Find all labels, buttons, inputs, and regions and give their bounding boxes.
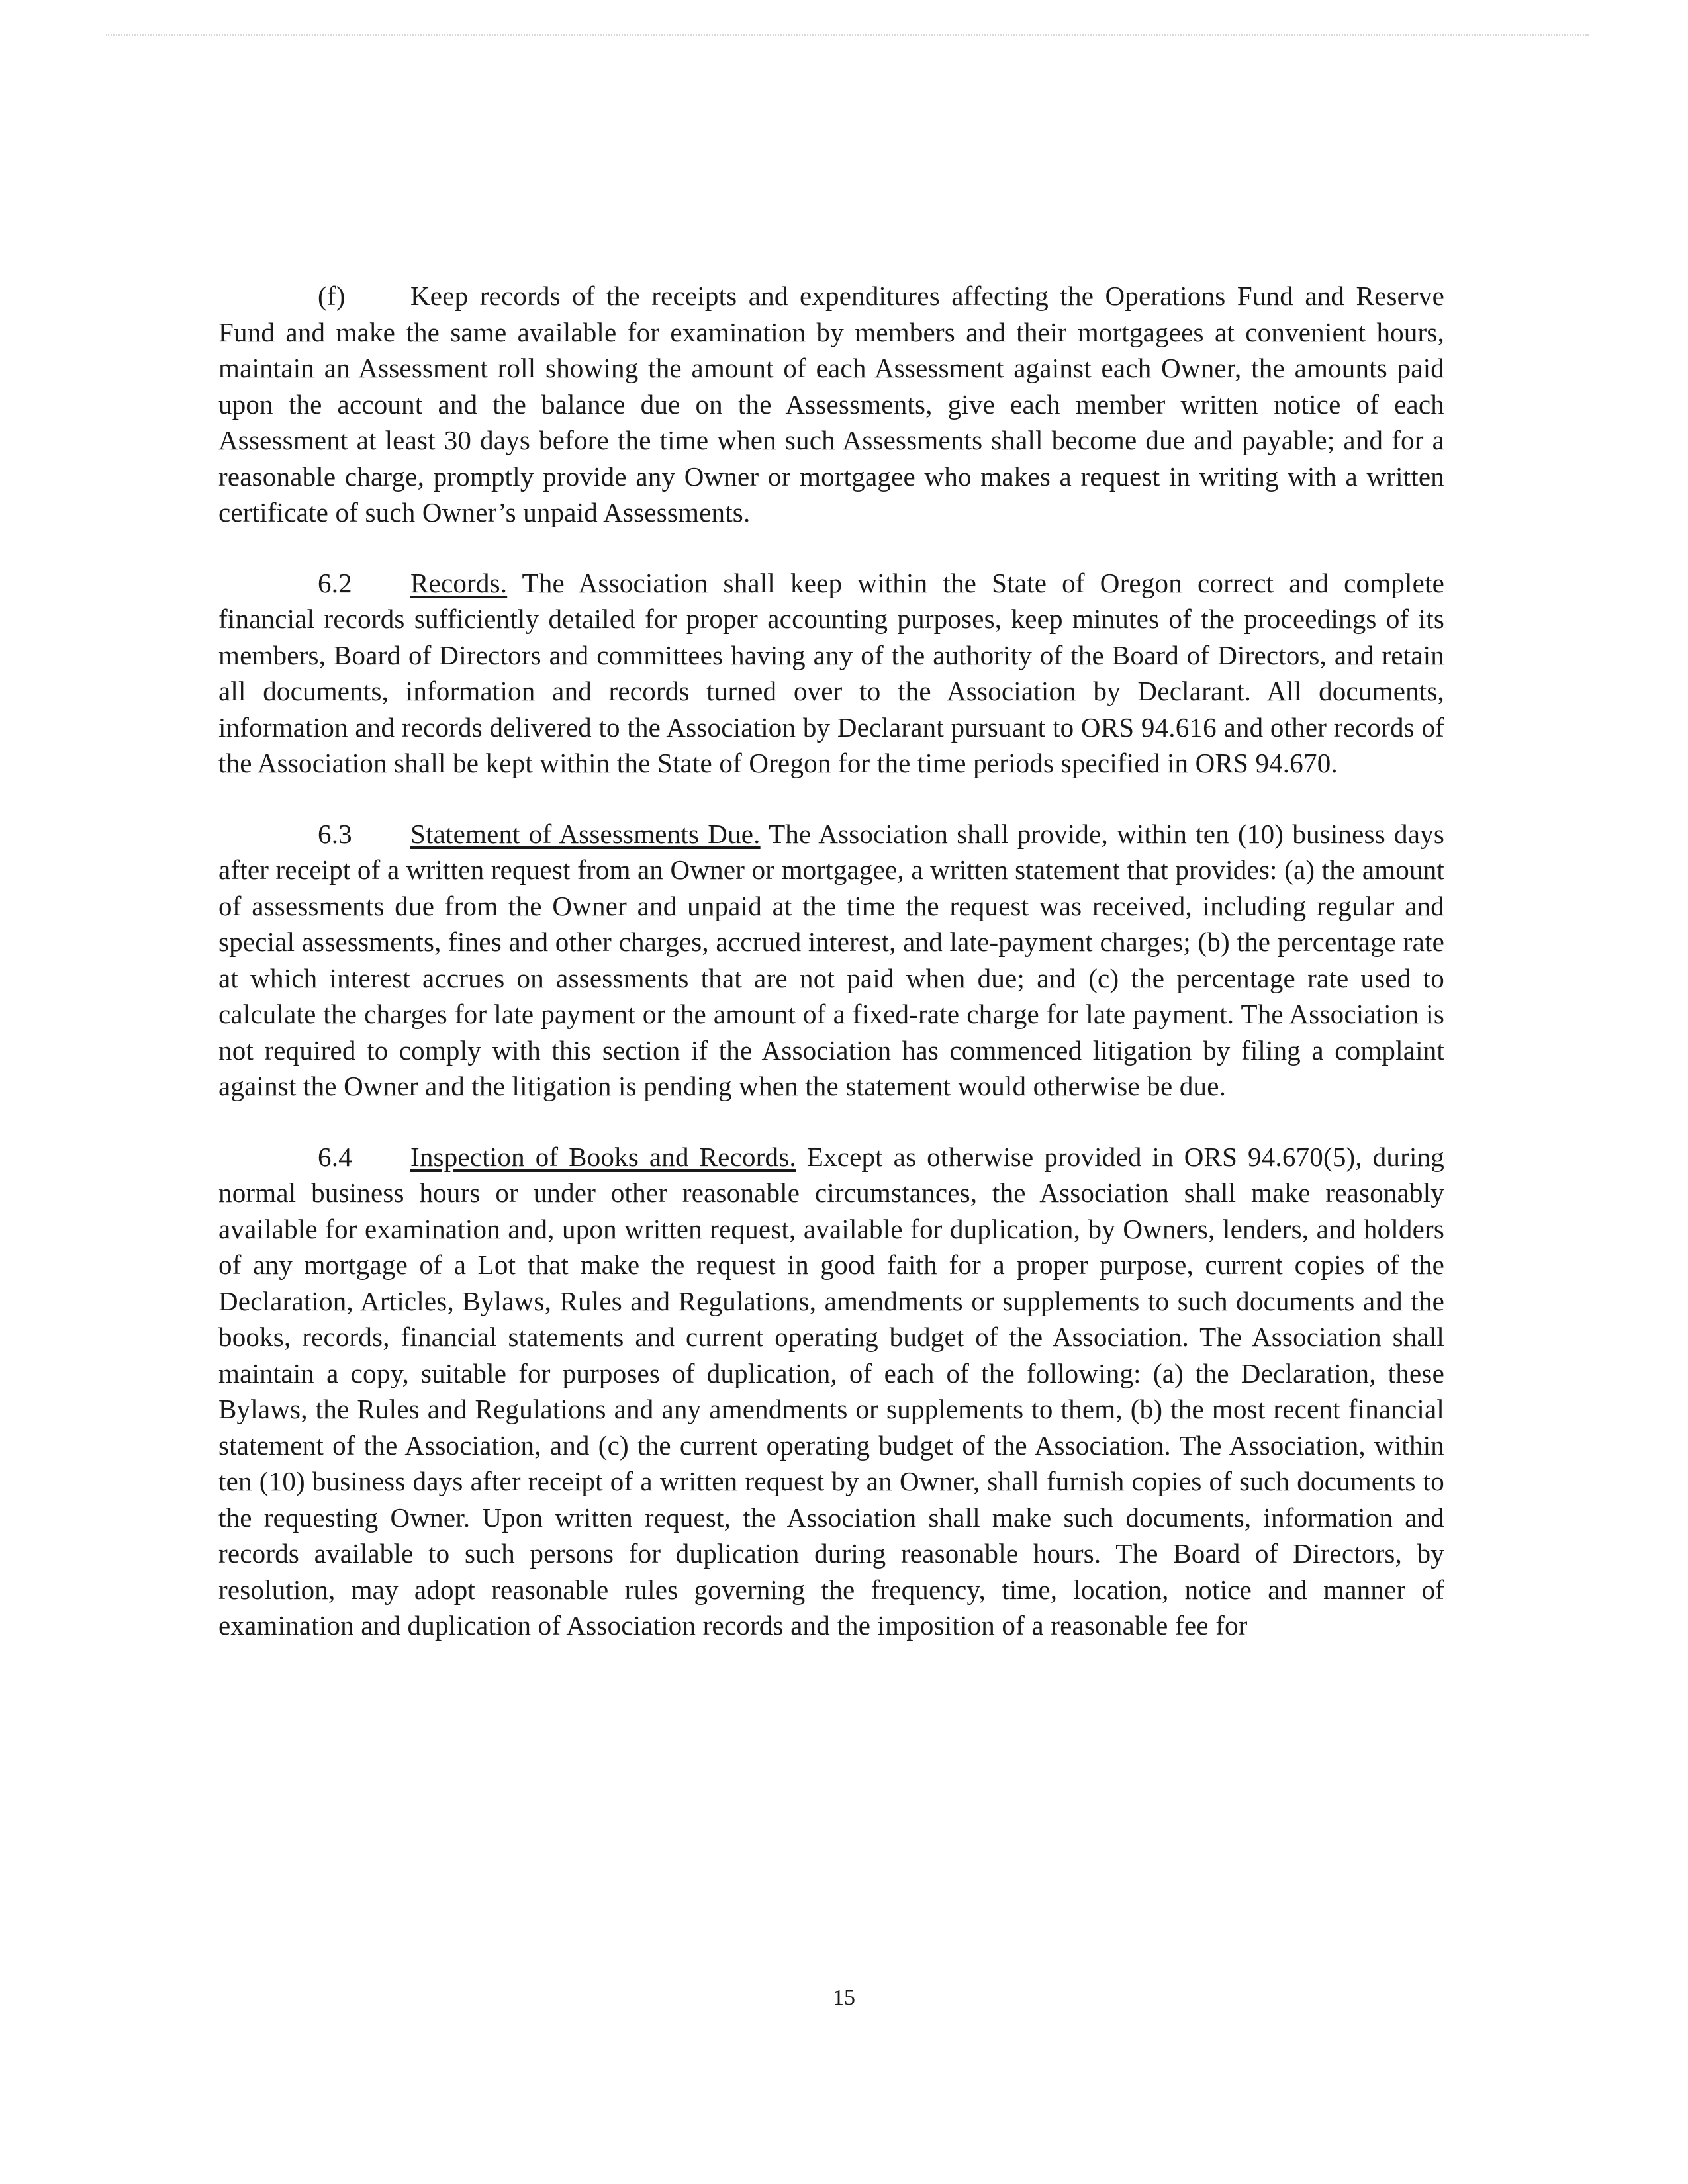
page-number: 15 (833, 1985, 855, 2010)
section-heading: Statement of Assessments Due. (410, 818, 761, 849)
scan-artifact-line (106, 34, 1589, 42)
section-text: The Association shall provide, within ten (10) business days after receipt of a written request from an Owner or mortgagee, a written statement that provides: (a) the amount of assessments due from the Owner and unpaid at the time the request was received, including regular and special assessments, fines and other charges, accrued interest, and late-payment charges; (b) the percentage rate at which interest accrues on assessments that are not paid when due; and (c) the percentage rate used to calculate the charges for late payment or the amount of a fixed-rate charge for late payment. The Association is not required to comply with this section if the Association has commenced litigation by filing a complaint against the Owner and the litigation is pending when the statement would otherwise be due. (218, 818, 1444, 1101)
section-number: 6.4 (318, 1141, 352, 1172)
section-heading: Inspection of Books and Records. (410, 1141, 796, 1172)
section-6-3 (218, 816, 1444, 1105)
section-6-4 (218, 1139, 1444, 1644)
section-number: 6.2 (318, 567, 352, 598)
document-body (218, 278, 1444, 1678)
section-heading: Records. (410, 567, 508, 598)
section-number: 6.3 (318, 818, 352, 849)
paragraph-f (218, 278, 1444, 531)
section-text: Except as otherwise provided in ORS 94.670(5), during normal business hours or under other reasonable circumstances, the Association shall make reasonably available for examination and, upon written request, available for duplication, by Owners, lenders, and holders of any mortgage of a Lot that make the request in good faith for a proper purpose, current copies of the Declaration, Articles, Bylaws, Rules and Regulations, amendments or supplements to such documents and the books, records, financial statements and current operating budget of the Association. The Association shall maintain a copy, suitable for purposes of duplication, of each of the following: (a) the Declaration, these Bylaws, the Rules and Regulations and any amendments or supplements to them, (b) the most recent financial statement of the Association, and (c) the current operating budget of the Association. The Association, within ten (10) business days after receipt of a written request by an Owner, shall furnish copies of such documents to the requesting Owner. Upon written request, the Association shall make such documents, information and records available to such persons for duplication during reasonable hours. The Board of Directors, by resolution, may adopt reasonable rules governing the frequency, time, location, notice and manner of examination and duplication of Association records and the imposition of a reasonable fee for (218, 1141, 1444, 1641)
paragraph-number: (f) (318, 281, 346, 311)
section-text: The Association shall keep within the State of Oregon correct and complete financial records sufficiently detailed for proper accounting purposes, keep minutes of the proceedings of its members, Board of Directors and committees having any of the authority of the Board of Directors, and retain all documents, information and records turned over to the Association by Declarant. All documents, information and records delivered to the Association by Declarant pursuant to ORS 94.616 and other records of the Association shall be kept within the State of Oregon for the time periods specified in ORS 94.670. (218, 567, 1444, 778)
paragraph-text: Keep records of the receipts and expenditures affecting the Operations Fund and Reserve Fund and make the same available for examination by members and their mortgagees at convenient hours, maintain an Assessment roll showing the amount of each Assessment against each Owner, the amounts paid upon the account and the balance due on the Assessments, give each member written notice of each Assessment at least 30 days before the time when such Assessments shall become due and payable; and for a reasonable charge, promptly provide any Owner or mortgagee who makes a request in writing with a written certificate of such Owner’s unpaid Assessments. (218, 281, 1444, 527)
section-6-2 (218, 565, 1444, 782)
